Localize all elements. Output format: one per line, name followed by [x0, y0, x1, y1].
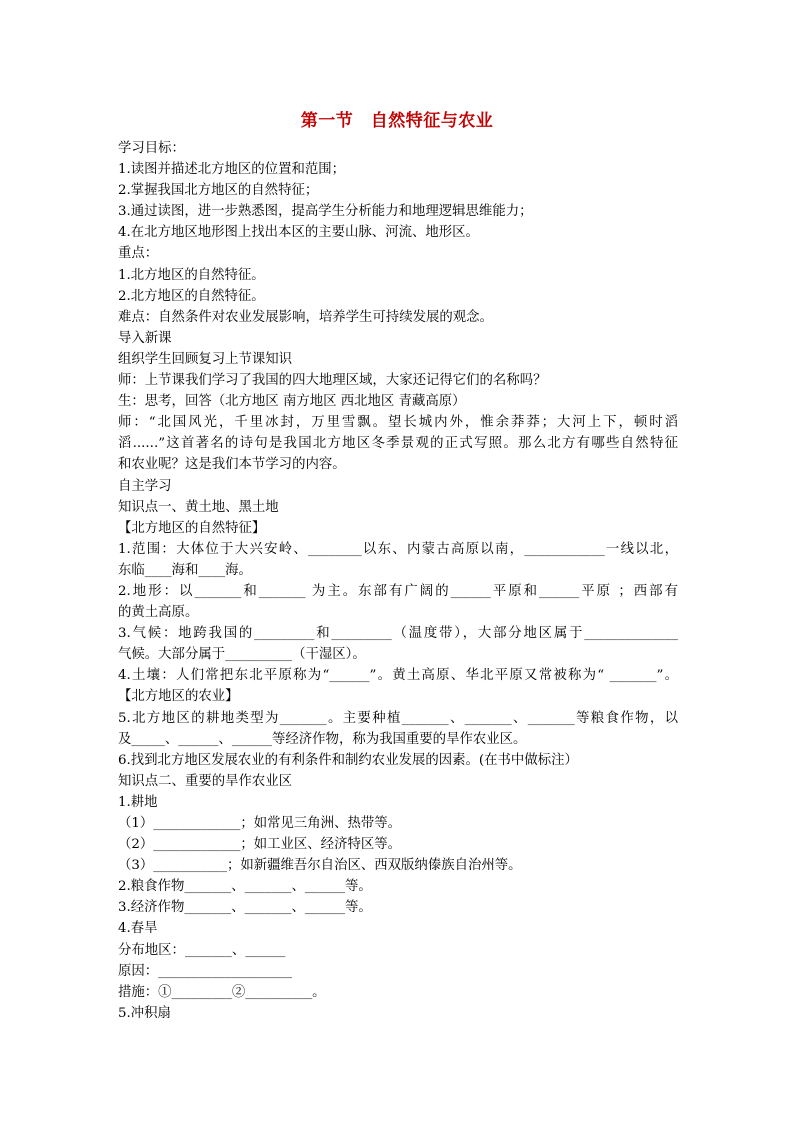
- text-line: 师：“北国风光，千里冰封，万里雪飘。望长城内外，惟余莽莽；大河上下，顿时滔: [118, 415, 678, 431]
- text-line: 5.冲积扇: [118, 1005, 171, 1021]
- text-line: 师：上节课我们学习了我国的四大地理区域，大家还记得它们的名称吗？: [118, 373, 547, 389]
- document-body: [118, 138, 678, 1024]
- text-line: 知识点一、黄土地、黑土地: [118, 499, 279, 515]
- text-line: 4.在北方地区地形图上找出本区的主要山脉、河流、地形区。: [118, 225, 479, 241]
- text-line: 4.土壤：人们常把东北平原称为“______”。黄土高原、华北平原又常被称为“ _______”。: [118, 668, 678, 684]
- text-line: 的黄土高原。: [118, 605, 199, 621]
- text-line: 生：思考，回答（北方地区 南方地区 西北地区 青藏高原）: [118, 394, 466, 410]
- text-line: 学习目标：: [118, 141, 185, 156]
- text-line: 2.北方地区的自然特征。: [118, 288, 265, 304]
- text-line: 【北方地区的自然特征】: [118, 520, 266, 536]
- text-line: 重点：: [118, 246, 159, 262]
- text-line: 导入新课: [118, 330, 172, 346]
- text-line: 及_____、______、______等经济作物，称为我国重要的旱作农业区。: [118, 731, 527, 747]
- text-line: 【北方地区的农业】: [118, 689, 239, 705]
- text-line: 1.范围：大体位于大兴安岭、________以东、内蒙古高原以南，____________一线以北，: [118, 541, 678, 557]
- text-line: 气候。大部分属于__________（干湿区）。: [118, 647, 366, 663]
- text-line: （1）_____________；如常见三角洲、热带等。: [118, 816, 402, 831]
- text-line: 3.气候：地跨我国的_________和_________（温度带），大部分地区属于______________: [118, 626, 678, 642]
- text-line: 和农业呢？这是我们本节学习的内容。: [118, 457, 346, 473]
- text-line: 自主学习: [118, 478, 172, 494]
- text-line: 难点：自然条件对农业发展影响，培养学生可持续发展的观念。: [118, 309, 493, 325]
- text-line: 6.找到北方地区发展农业的有利条件和制约农业发展的因素。(在书中做标注）: [118, 752, 578, 768]
- text-line: 4.春旱: [118, 921, 158, 937]
- text-line: 5.北方地区的耕地类型为_______。主要种植_______、_______、_______等粮食作物，以: [118, 710, 678, 726]
- text-line: 3.通过读图，进一步熟悉图，提高学生分析能力和地理逻辑思维能力；: [118, 204, 533, 220]
- text-line: 3.经济作物_______、_______、______等。: [118, 900, 372, 916]
- text-line: 1.北方地区的自然特征。: [118, 267, 265, 283]
- text-line: 2.掌握我国北方地区的自然特征；: [118, 183, 319, 199]
- text-line: （2）_____________；如工业区、经济特区等。: [118, 837, 402, 853]
- text-line: 知识点二、重要的旱作农业区: [118, 773, 293, 789]
- text-line: （3）___________；如新疆维吾尔自治区、西双版纳傣族自治州等。: [118, 858, 522, 874]
- document-title: 第一节 自然特征与农业: [300, 111, 494, 131]
- text-line: 2.地形：以_______和_______ 为主。东部有广阔的______平原和______平原 ；西部有: [118, 583, 678, 599]
- text-line: 措施：①_________②__________。: [118, 984, 326, 1000]
- text-line: 2.粮食作物_______、_______、______等。: [118, 879, 372, 895]
- text-line: 1.读图并描述北方地区的位置和范围；: [118, 162, 346, 178]
- text-line: 东临____海和____海。: [118, 562, 252, 578]
- text-line: 原因：____________________: [118, 963, 293, 979]
- text-line: 分布地区：_______、______: [118, 942, 286, 958]
- text-line: 组织学生回顾复习上节课知识: [118, 351, 293, 367]
- text-line: 1.耕地: [118, 794, 158, 810]
- text-line: 滔......”这首著名的诗句是我国北方地区冬季景观的正式写照。那么北方有哪些自然特征: [118, 436, 678, 452]
